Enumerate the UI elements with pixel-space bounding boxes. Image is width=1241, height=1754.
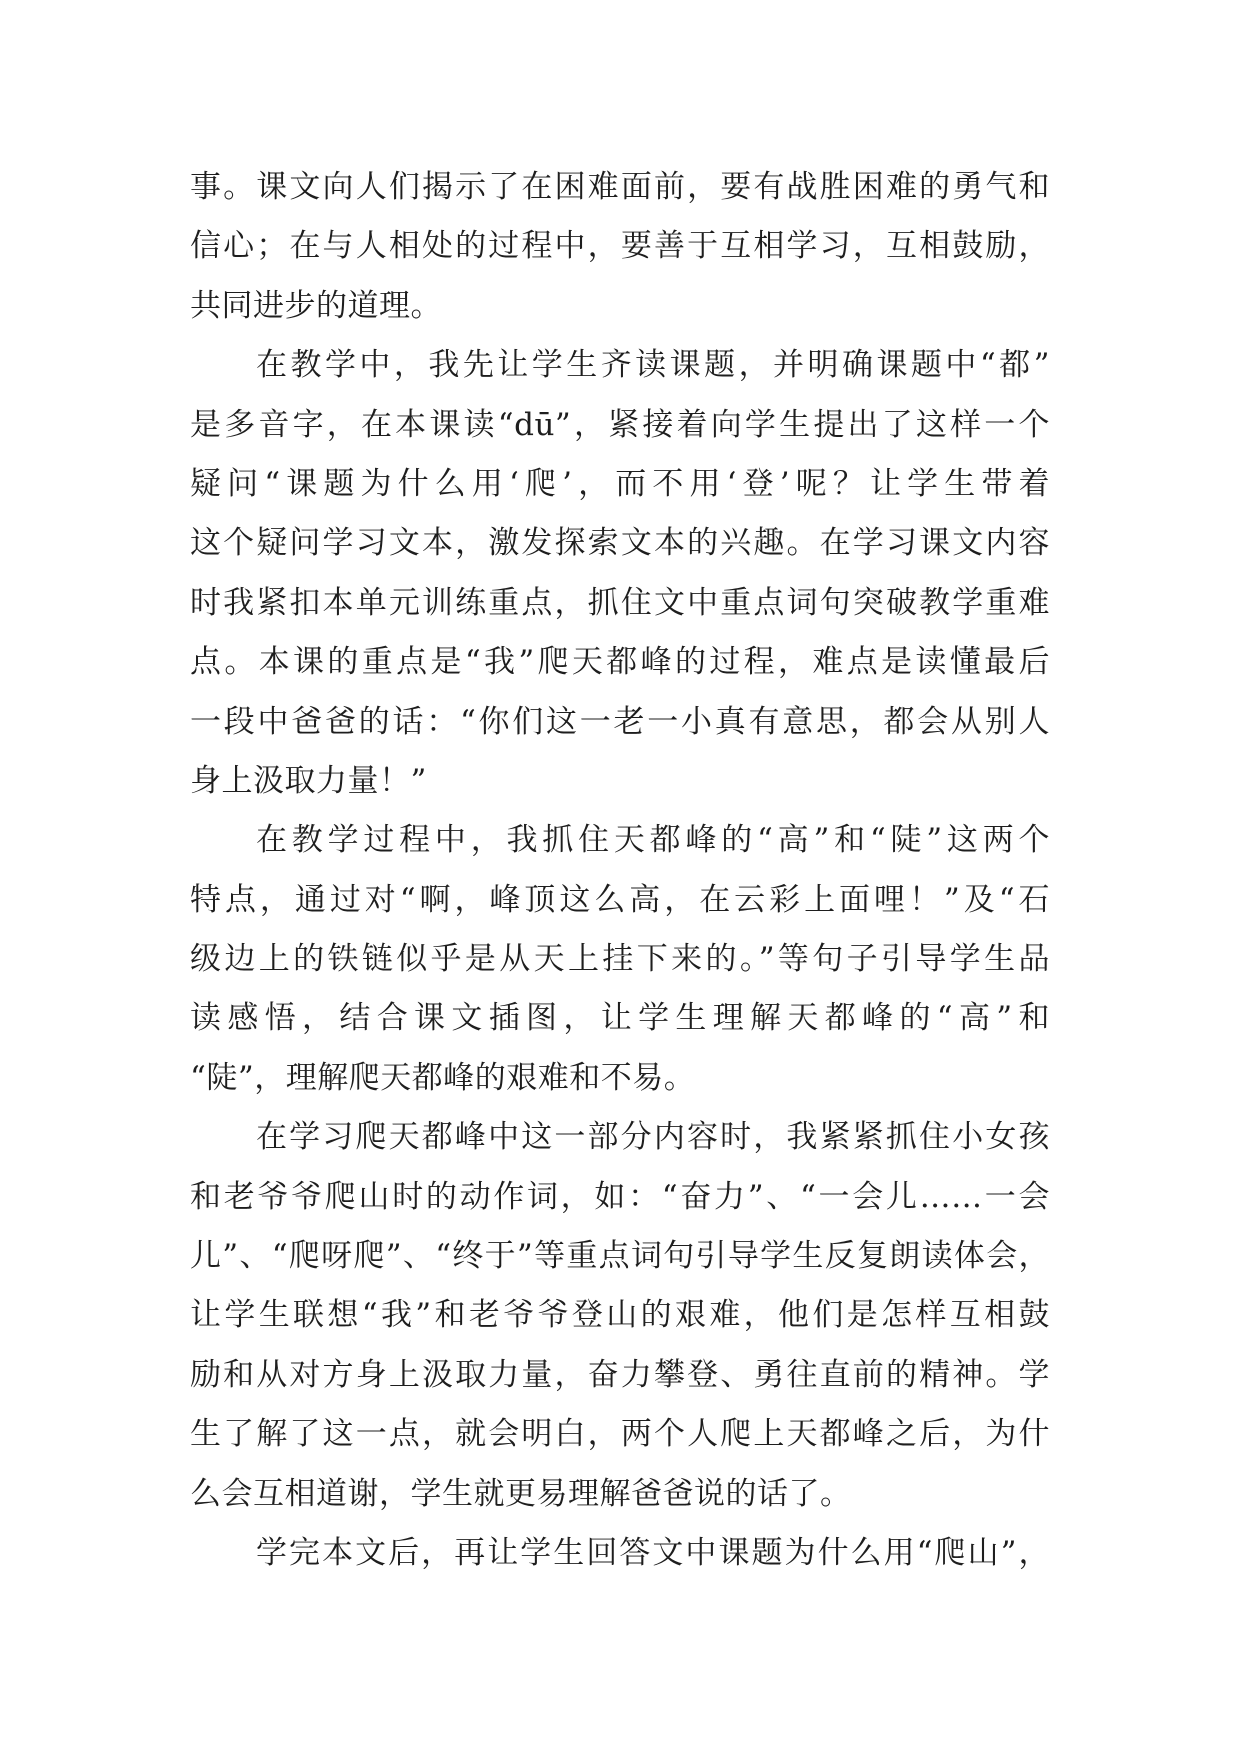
text-line: 级边上的铁链似乎是从天上挂下来的。”等句子引导学生品 <box>190 941 1050 978</box>
text-line: 疑问“课题为什么用‘爬’，而不用‘登’呢？让学生带着 <box>190 465 1050 502</box>
text-line: 特点，通过对“啊，峰顶这么高，在云彩上面哩！”及“石 <box>190 881 1050 918</box>
text-line: 读感悟，结合课文插图，让学生理解天都峰的“高”和 <box>190 1000 1050 1037</box>
text-line: 一段中爸爸的话：“你们这一老一小真有意思，都会从别人 <box>190 703 1050 740</box>
paragraph <box>190 336 1050 811</box>
text-line: 在教学中，我先让学生齐读课题，并明确课题中“都” <box>256 347 1050 384</box>
text-line: 信心；在与人相处的过程中，要善于互相学习，互相鼓励， <box>190 228 1050 265</box>
text-line: 这个疑问学习文本，激发探索文本的兴趣。在学习课文内容 <box>190 525 1050 562</box>
text-line: 是多音字，在本课读“dū”，紧接着向学生提出了这样一个 <box>190 406 1050 443</box>
text-line: 在教学过程中，我抓住天都峰的“高”和“陡”这两个 <box>256 822 1050 859</box>
text-line: 事。课文向人们揭示了在困难面前，要有战胜困难的勇气和 <box>190 169 1050 205</box>
text-line: 让学生联想“我”和老爷爷登山的艰难，他们是怎样互相鼓 <box>190 1297 1050 1334</box>
text-line: 学完本文后，再让学生回答文中课题为什么用“爬山”， <box>256 1534 1050 1571</box>
text-line: 时我紧扣本单元训练重点，抓住文中重点词句突破教学重难 <box>190 584 1050 621</box>
text-line: 生了解了这一点，就会明白，两个人爬上天都峰之后，为什 <box>190 1416 1050 1453</box>
text-line: 点。本课的重点是“我”爬天都峰的过程，难点是读懂最后 <box>190 644 1050 681</box>
text-line: “陡”，理解爬天都峰的艰难和不易。 <box>190 1059 696 1096</box>
text-line: 和老爷爷爬山时的动作词，如：“奋力”、“一会儿……一会 <box>190 1178 1050 1215</box>
paragraph <box>190 811 1050 1108</box>
paragraph <box>190 1524 1050 1583</box>
text-line: 共同进步的道理。 <box>190 287 442 324</box>
paragraph <box>190 158 1050 336</box>
text-line: 在学习爬天都峰中这一部分内容时，我紧紧抓住小女孩 <box>256 1119 1050 1156</box>
text-line: 么会互相道谢，学生就更易理解爸爸说的话了。 <box>190 1475 852 1512</box>
text-line: 儿”、“爬呀爬”、“终于”等重点词句引导学生反复朗读体会， <box>190 1238 1050 1275</box>
document-body <box>190 158 1050 1583</box>
paragraph <box>190 1108 1050 1524</box>
text-line: 励和从对方身上汲取力量，奋力攀登、勇往直前的精神。学 <box>190 1356 1050 1393</box>
text-line: 身上汲取力量！” <box>190 762 427 799</box>
